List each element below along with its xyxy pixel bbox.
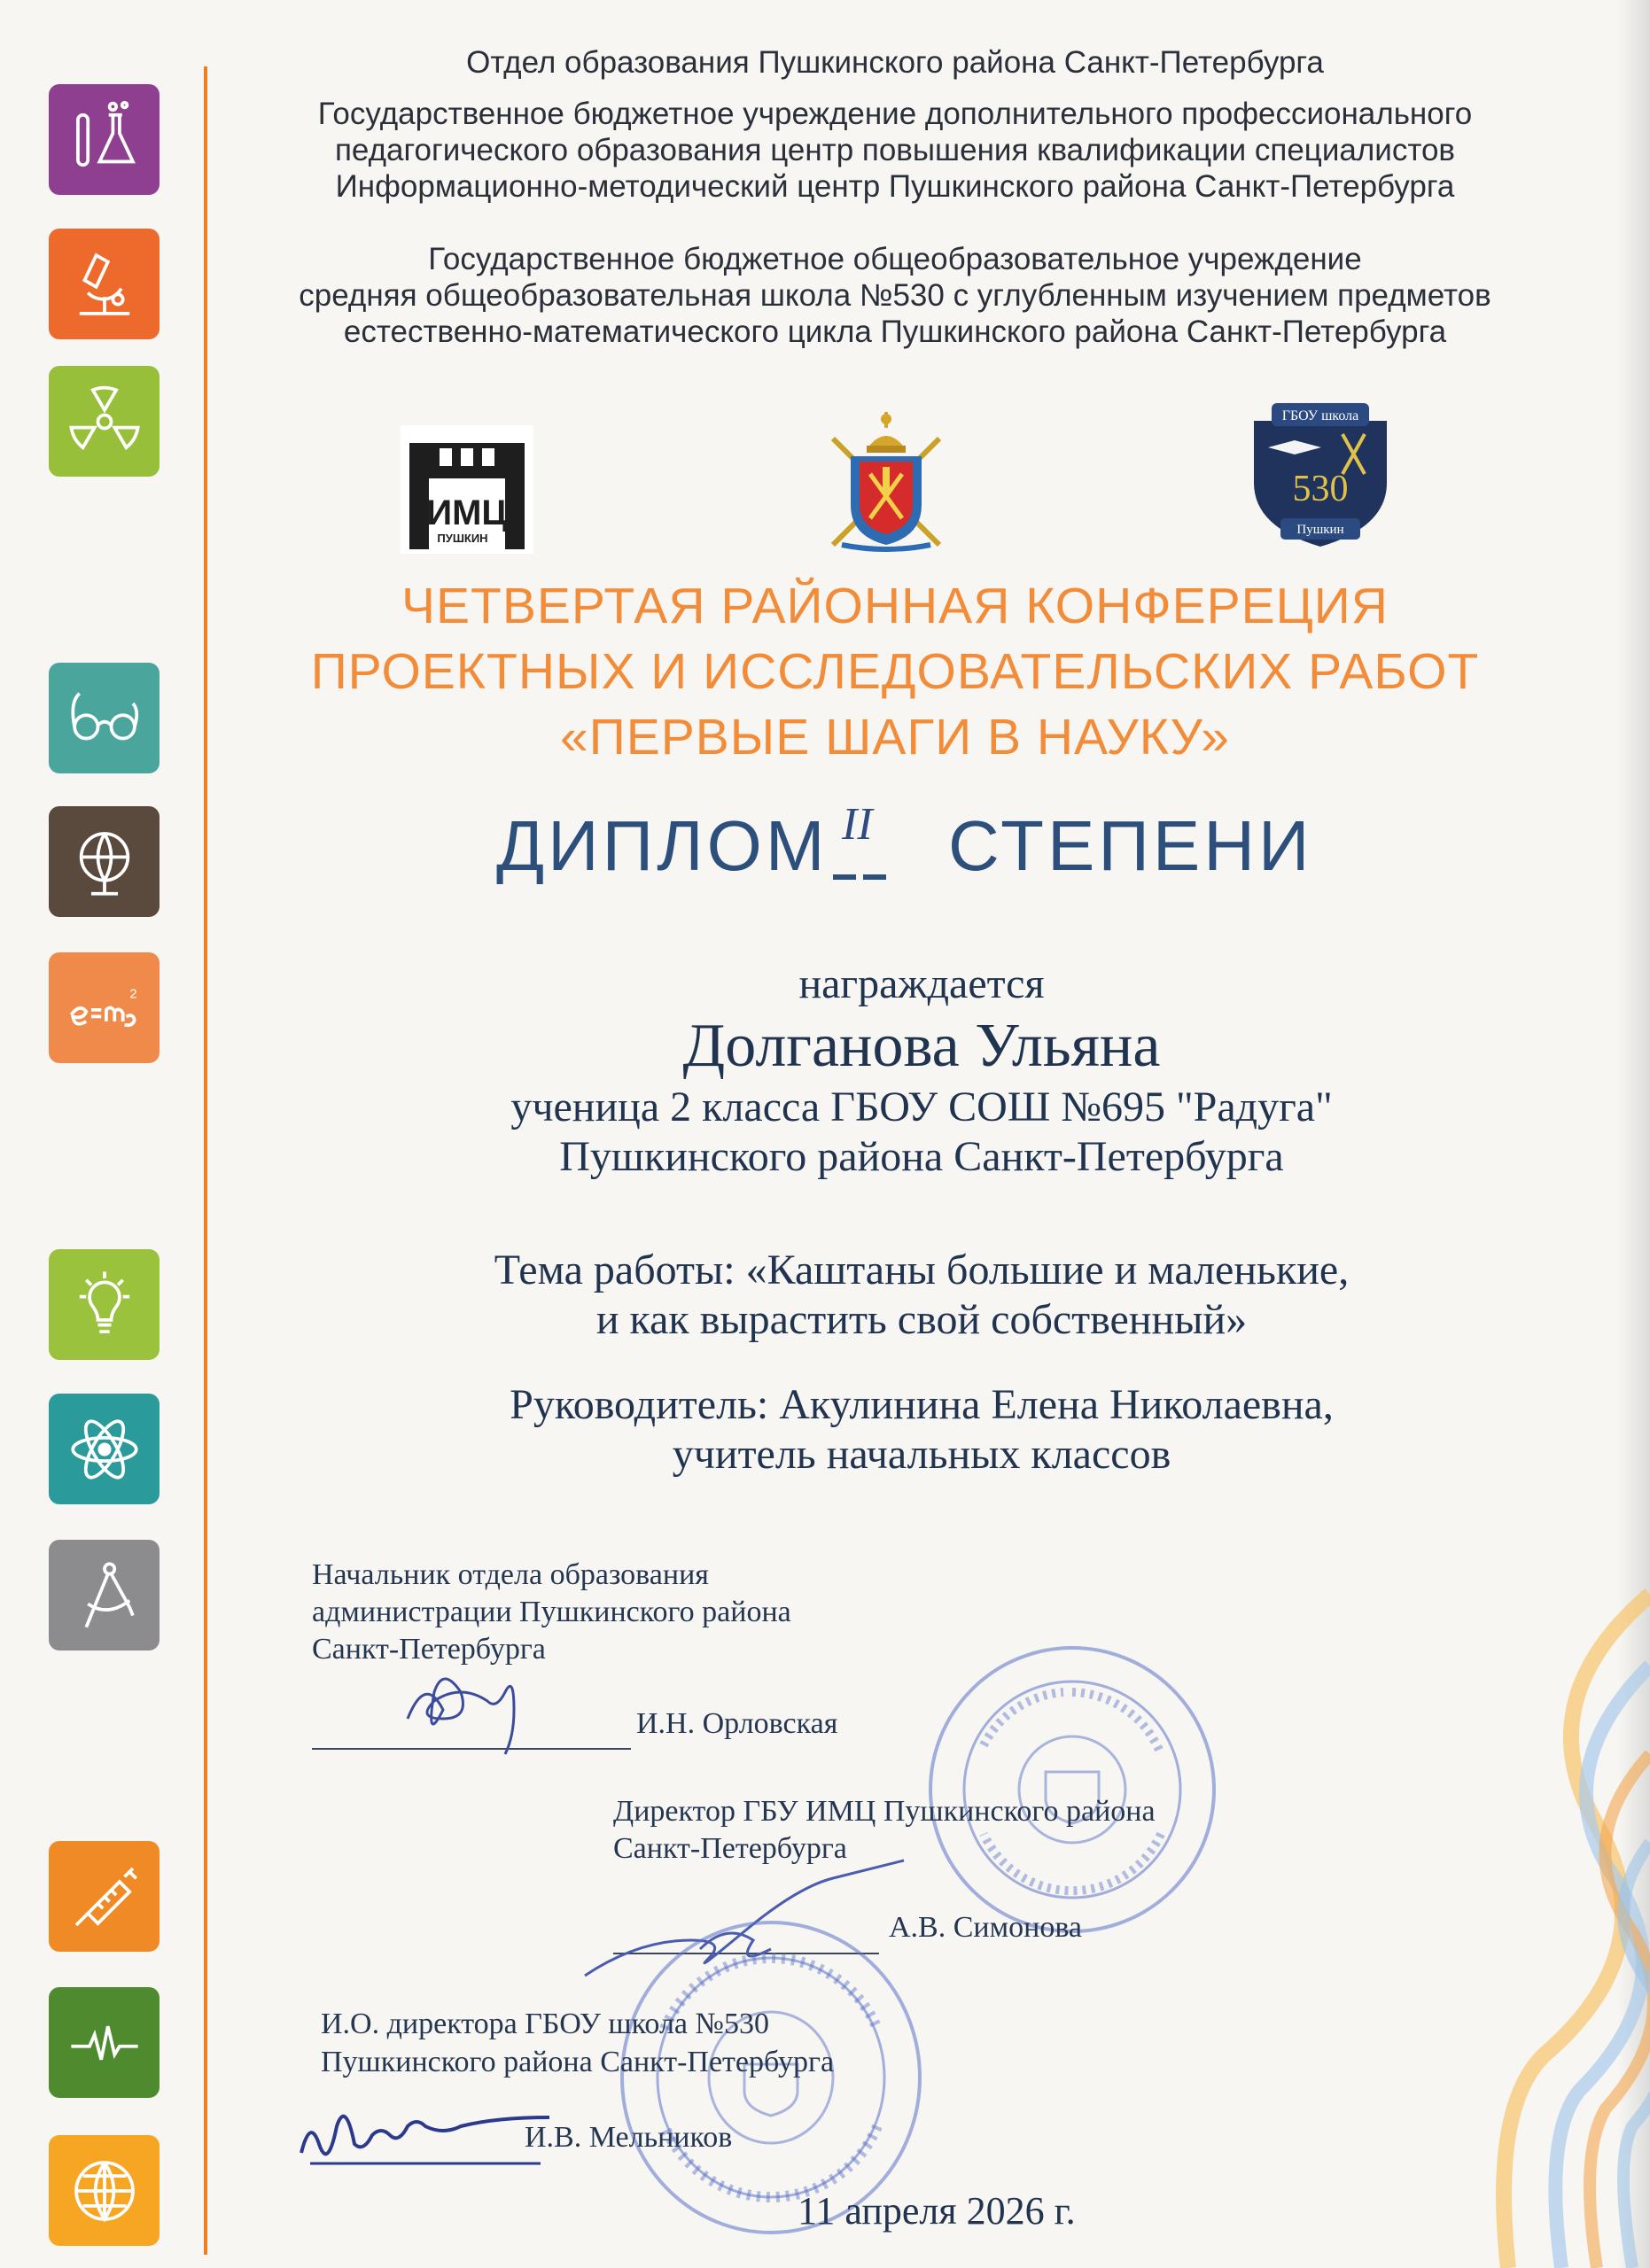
sig1-title-line2: администрации Пушкинского района — [312, 1596, 791, 1628]
formula-icon — [49, 952, 160, 1063]
compass-icon — [49, 1540, 160, 1651]
student-info-line2: Пушкинского района Санкт-Петербурга — [559, 1133, 1284, 1180]
sig3-title-line2: Пушкинского района Санкт-Петербурга — [321, 2046, 835, 2078]
diploma-degree-word: СТЕПЕНИ — [948, 806, 1313, 885]
topic-line2: и как вырастить свой собственный» — [595, 1296, 1248, 1343]
topic-block — [266, 1246, 1577, 1345]
sig1-name: И.Н. Орловская — [636, 1707, 838, 1740]
microscope-icon — [49, 229, 160, 339]
sig1-title-line3: Санкт-Петербурга — [312, 1633, 546, 1666]
sig3-title-line1: И.О. директора ГБОУ школа №530 — [321, 2008, 769, 2040]
diploma-degree: II — [842, 799, 873, 850]
sig2-title-line2: Санкт-Петербурга — [613, 1832, 847, 1865]
radiation-icon — [49, 366, 160, 477]
coat-of-arms-emblem — [815, 403, 957, 558]
globe-grid-icon — [49, 2135, 160, 2246]
atom-icon — [49, 1394, 160, 1504]
diploma-word: ДИПЛОМ — [496, 806, 829, 885]
conference-title — [266, 573, 1524, 770]
handwritten-signature-3 — [292, 2109, 558, 2179]
diploma-heading — [496, 799, 1313, 899]
org-school-line2: средняя общеобразовательная школа №530 с углубленным изучением предметов — [299, 278, 1491, 313]
issue-date: 11 апреля 2026 г. — [798, 2189, 1076, 2233]
student-info-line1: ученица 2 класса ГБОУ СОШ №695 "Радуга" — [510, 1084, 1333, 1130]
glasses-icon — [49, 663, 160, 773]
school-emblem-number: 530 — [1292, 469, 1349, 509]
org-imc-line3: Информационно-методический центр Пушкинского района Санкт-Петербурга — [335, 169, 1455, 204]
sig2-name: А.В. Симонова — [889, 1911, 1083, 1944]
conference-line3: «ПЕРВЫЕ ШАГИ В НАУКУ» — [560, 709, 1230, 765]
globe-icon — [49, 806, 160, 917]
award-block — [266, 959, 1577, 1182]
header-block — [230, 44, 1560, 81]
header-school-block — [230, 241, 1560, 350]
supervisor-block — [266, 1380, 1577, 1480]
topic-line1: Тема работы: «Каштаны большие и маленькие, — [494, 1247, 1350, 1293]
org-department: Отдел образования Пушкинского района Санкт-Петербурга — [466, 45, 1324, 80]
school-530-emblem — [1245, 394, 1396, 554]
header-imc-block — [230, 96, 1560, 205]
school-emblem-bottom: Пушкин — [1296, 523, 1344, 537]
chemistry-flask-icon — [49, 84, 160, 195]
sig2-title-line1: Директор ГБУ ИМЦ Пушкинского района — [613, 1795, 1156, 1828]
org-imc-line1: Государственное бюджетное учреждение дополнительного профессионального — [317, 97, 1473, 131]
decorative-waves — [1418, 1559, 1650, 2268]
sig3-name: И.В. Мельников — [525, 2121, 733, 2154]
conference-line1: ЧЕТВЕРТАЯ РАЙОННАЯ КОНФЕРЕЦИЯ — [401, 578, 1389, 634]
school-emblem-top: ГБОУ школа — [1281, 408, 1359, 423]
conference-line2: ПРОЕКТНЫХ И ИССЛЕДОВАТЕЛЬСКИХ РАБОТ — [310, 643, 1480, 700]
recipient-name: Долганова Ульяна — [682, 1012, 1161, 1080]
degree-dash — [863, 874, 886, 880]
orange-divider-line — [204, 66, 207, 2255]
lightbulb-icon — [49, 1249, 160, 1360]
imc-logo — [401, 425, 533, 554]
round-stamp-imc — [922, 1639, 1223, 1940]
org-imc-line2: педагогического образования центр повышения квалификации специалистов — [334, 133, 1456, 167]
svg-text:2: 2 — [128, 986, 137, 1002]
degree-dash — [833, 874, 856, 880]
handwritten-signature-1 — [381, 1666, 576, 1763]
syringe-icon — [49, 1841, 160, 1952]
supervisor-line2: учитель начальных классов — [672, 1431, 1171, 1478]
supervisor-line1: Руководитель: Акулинина Елена Николаевна, — [510, 1381, 1334, 1428]
sig1-title-line1: Начальник отдела образования — [312, 1558, 709, 1591]
imc-logo-sub: ПУШКИН — [437, 532, 488, 545]
heartbeat-icon — [49, 1987, 160, 2098]
org-school-line1: Государственное бюджетное общеобразовательное учреждение — [428, 242, 1362, 276]
org-school-line3: естественно-математического цикла Пушкинского района Санкт-Петербурга — [343, 315, 1447, 349]
imc-logo-text: ИМЦ — [426, 493, 508, 532]
awarded-label: награждается — [798, 960, 1045, 1007]
